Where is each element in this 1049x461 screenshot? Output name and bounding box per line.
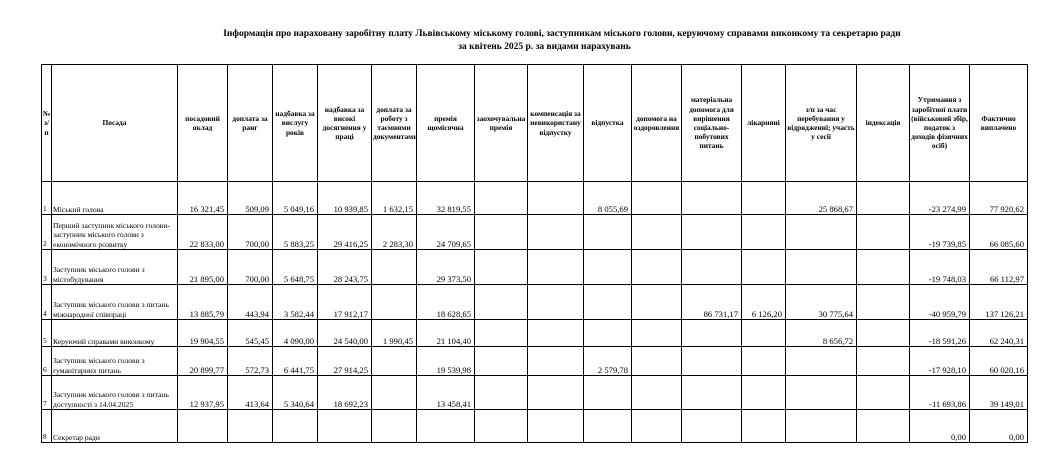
table-row [42,285,1028,320]
amount-cell: 66 112,97 [970,250,1028,285]
amount-cell: 6 126,20 [742,285,786,320]
header-cell: заохочувальна премія [475,65,528,182]
header-cell: лікарняні [742,65,786,182]
amount-cell [372,285,417,320]
amount-cell: 20 899,77 [178,347,228,376]
amount-cell [528,320,584,347]
amount-cell [584,410,632,443]
amount-cell [372,376,417,410]
amount-cell: 12 937,95 [178,376,228,410]
amount-cell: 66 085,60 [970,215,1028,250]
amount-cell [857,410,910,443]
amount-cell: 16 321,45 [178,182,228,215]
header-cell: відпустка [584,65,632,182]
amount-cell: 10 939,85 [318,182,372,215]
amount-cell [475,215,528,250]
table-row [42,347,1028,376]
amount-cell [584,285,632,320]
amount-cell: 13 458,41 [417,376,475,410]
amount-cell [372,347,417,376]
amount-cell [632,410,682,443]
amount-cell [632,347,682,376]
amount-cell: 62 240,31 [970,320,1028,347]
amount-cell [857,376,910,410]
table-row [42,215,1028,250]
amount-cell: 2 579,78 [584,347,632,376]
row-number: 1 [42,182,52,215]
amount-cell [178,410,228,443]
amount-cell [632,320,682,347]
amount-cell [682,347,742,376]
amount-cell: 30 775,64 [786,285,857,320]
amount-cell [742,347,786,376]
amount-cell [786,410,857,443]
amount-cell [584,215,632,250]
amount-cell [786,347,857,376]
amount-cell: -40 959,79 [910,285,970,320]
amount-cell [584,250,632,285]
amount-cell [786,215,857,250]
amount-cell [857,347,910,376]
amount-cell [528,347,584,376]
amount-cell: 413,64 [228,376,273,410]
row-number: 7 [42,376,52,410]
amount-cell: 137 126,21 [970,285,1028,320]
amount-cell: 21 895,00 [178,250,228,285]
header-cell: посадовий оклад [178,65,228,182]
table-row [42,250,1028,285]
amount-cell [475,250,528,285]
header-cell: премія щомісячна [417,65,475,182]
amount-cell [475,376,528,410]
position-cell: Керуючий справами виконкому [52,320,178,347]
amount-cell: 24 540,00 [318,320,372,347]
amount-cell [318,410,372,443]
header-cell: з/п за час перебування у відрядженні; участь у сесії [786,65,857,182]
salary-table [41,64,1028,443]
table-row [42,182,1028,215]
header-cell: надбавка за високі досягнення у праці [318,65,372,182]
amount-cell: -11 693,86 [910,376,970,410]
amount-cell: 5 648,75 [273,250,318,285]
amount-cell: 32 819,55 [417,182,475,215]
header-cell: допомога на оздоровлення [632,65,682,182]
amount-cell: 29 416,25 [318,215,372,250]
amount-cell [857,250,910,285]
amount-cell [475,285,528,320]
amount-cell [584,320,632,347]
position-cell: Перший заступник міського голови-заступник міського голови з економічного розвитку [52,215,178,250]
row-number: 4 [42,285,52,320]
amount-cell [528,376,584,410]
amount-cell [786,250,857,285]
amount-cell: -19 748,03 [910,250,970,285]
amount-cell: 39 149,01 [970,376,1028,410]
amount-cell: 4 090,00 [273,320,318,347]
amount-cell: 5 883,25 [273,215,318,250]
amount-cell [682,376,742,410]
position-cell: Секретар ради [52,410,178,443]
amount-cell: -19 739,85 [910,215,970,250]
amount-cell: 700,00 [228,215,273,250]
amount-cell: -18 591,26 [910,320,970,347]
amount-cell [632,215,682,250]
amount-cell [786,376,857,410]
position-cell: Міський голова [52,182,178,215]
amount-cell: 77 920,62 [970,182,1028,215]
amount-cell: 22 833,00 [178,215,228,250]
amount-cell [528,410,584,443]
amount-cell: 24 709,65 [417,215,475,250]
amount-cell [632,250,682,285]
title-line-2: за квітень 2025 р. за видами нарахувань [458,42,631,52]
amount-cell [372,410,417,443]
header-cell: доплата за ранг [228,65,273,182]
amount-cell [228,410,273,443]
amount-cell [857,285,910,320]
amount-cell [857,320,910,347]
amount-cell [742,410,786,443]
header-cell: надбавка за вислугу років [273,65,318,182]
table-row [42,410,1028,443]
amount-cell: 443,94 [228,285,273,320]
amount-cell: 509,09 [228,182,273,215]
position-cell: Заступник міського голови з питань міжнародної співпраці [52,285,178,320]
amount-cell [857,182,910,215]
amount-cell [528,182,584,215]
amount-cell [475,410,528,443]
header-cell: № з/п [42,65,52,182]
position-cell: Заступник міського голови з питань доступності з 14.04.2025 [52,376,178,410]
amount-cell: 8 055,69 [584,182,632,215]
amount-cell: 8 656,72 [786,320,857,347]
amount-cell [528,285,584,320]
amount-cell [742,376,786,410]
header-cell: Посада [52,65,178,182]
amount-cell: 0,00 [970,410,1028,443]
table-body [42,182,1028,443]
header-cell: компенсація за невикористану відпустку [528,65,584,182]
amount-cell: 572,73 [228,347,273,376]
amount-cell: 1 632,15 [372,182,417,215]
amount-cell: -17 928,10 [910,347,970,376]
amount-cell [475,320,528,347]
position-cell: Заступник міського голови з гуманітарних питань [52,347,178,376]
amount-cell [528,250,584,285]
row-number: 6 [42,347,52,376]
amount-cell [273,410,318,443]
amount-cell: 700,00 [228,250,273,285]
amount-cell [742,250,786,285]
amount-cell [682,215,742,250]
position-cell: Заступник міського голови з містобудування [52,250,178,285]
amount-cell [682,182,742,215]
amount-cell: 19 904,55 [178,320,228,347]
amount-cell [632,376,682,410]
amount-cell: 60 020,16 [970,347,1028,376]
amount-cell [682,250,742,285]
amount-cell: 21 104,40 [417,320,475,347]
amount-cell [857,215,910,250]
amount-cell: 5 049,16 [273,182,318,215]
amount-cell: 18 628,65 [417,285,475,320]
amount-cell [682,410,742,443]
amount-cell: 19 539,98 [417,347,475,376]
header-cell: Фактично виплачено [970,65,1028,182]
amount-cell: 17 912,17 [318,285,372,320]
amount-cell: 6 441,75 [273,347,318,376]
amount-cell [682,320,742,347]
amount-cell: 27 914,25 [318,347,372,376]
amount-cell: 5 340,64 [273,376,318,410]
amount-cell [475,347,528,376]
document-title [0,28,1049,54]
amount-cell [417,410,475,443]
amount-cell [742,320,786,347]
row-number: 5 [42,320,52,347]
amount-cell: 13 885,79 [178,285,228,320]
header-cell: доплата за роботу з таємними документами [372,65,417,182]
header-cell: індексація [857,65,910,182]
amount-cell: 18 692,23 [318,376,372,410]
row-number: 3 [42,250,52,285]
amount-cell: 3 582,44 [273,285,318,320]
row-number: 2 [42,215,52,250]
amount-cell [528,215,584,250]
amount-cell: 1 990,45 [372,320,417,347]
header-cell: матеріальна допомога для вирішення соціально-побутових питань [682,65,742,182]
amount-cell [742,182,786,215]
amount-cell: 545,45 [228,320,273,347]
amount-cell: 28 243,75 [318,250,372,285]
amount-cell [584,376,632,410]
table-row [42,320,1028,347]
amount-cell: -23 274,99 [910,182,970,215]
amount-cell: 86 731,17 [682,285,742,320]
title-line-1: Інформація про нараховану заробітну плату Львівському міському голові, заступникам міського голови, керуючому справами виконкому та секретарю ради [223,29,901,39]
amount-cell [475,182,528,215]
amount-cell: 25 868,67 [786,182,857,215]
table-row [42,376,1028,410]
amount-cell [632,182,682,215]
row-number: 8 [42,410,52,443]
amount-cell: 0,00 [910,410,970,443]
amount-cell [742,215,786,250]
amount-cell: 2 283,30 [372,215,417,250]
amount-cell [372,250,417,285]
amount-cell: 29 373,50 [417,250,475,285]
header-cell: Утримання з заробітної плати (військовий збір, податок з доходів фізичних осіб) [910,65,970,182]
table-header-row [42,65,1028,182]
amount-cell [632,285,682,320]
